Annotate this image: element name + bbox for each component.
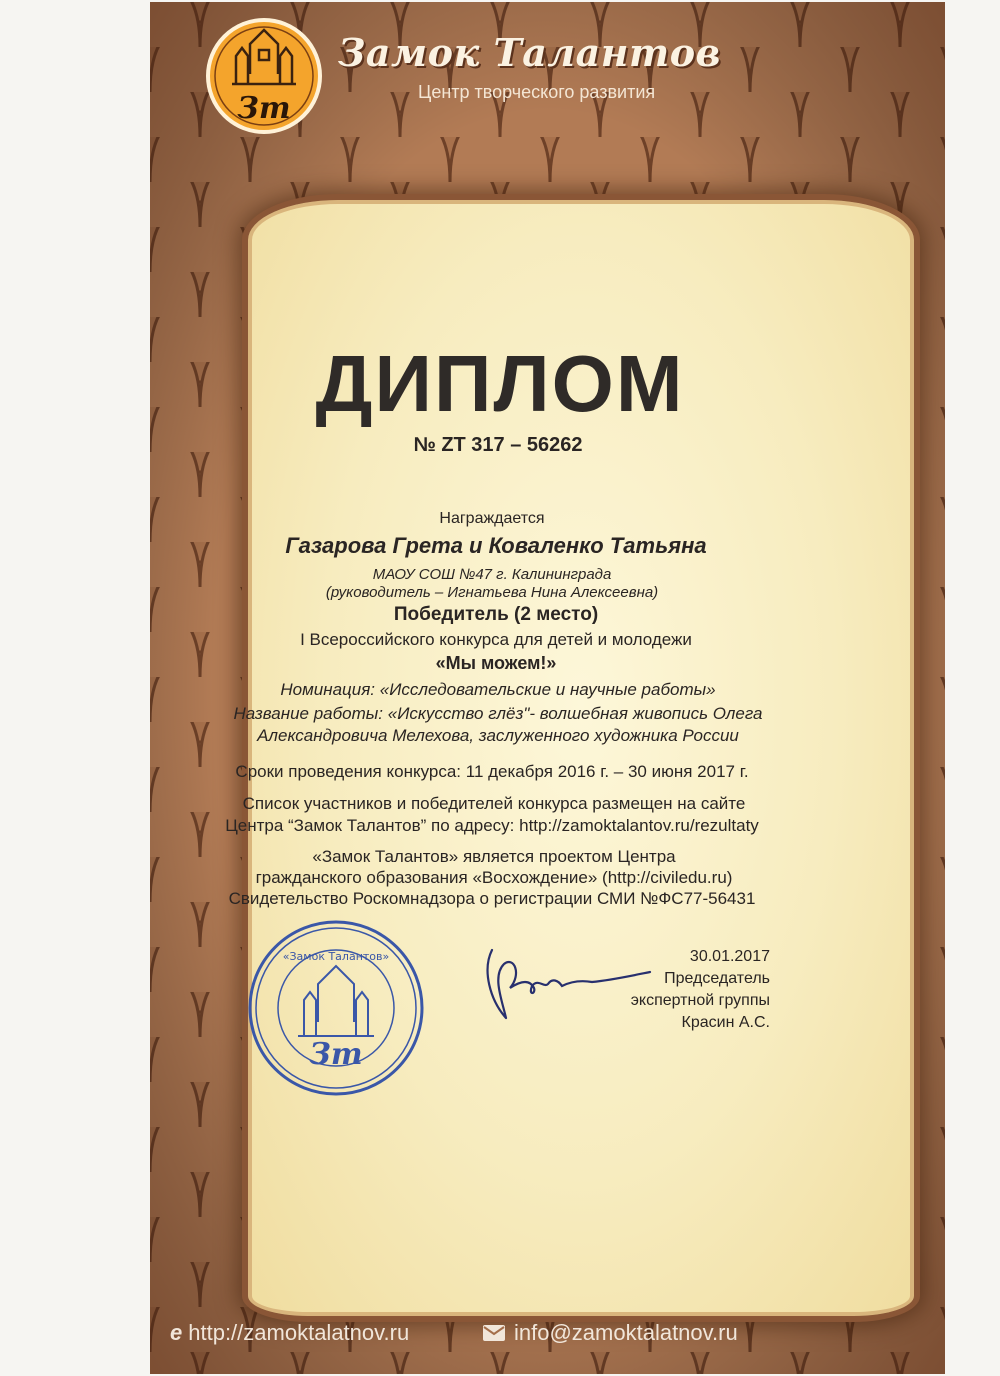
- castle-logo-icon: [206, 14, 322, 138]
- stamp-letters: Зт: [309, 1037, 363, 1072]
- signature-role-line-1: Председатель: [664, 970, 770, 987]
- contest-dates: Сроки проведения конкурса: 11 декабря 2016 г. – 30 июня 2017 г.: [235, 762, 749, 781]
- brand-title: Замок Талантов: [338, 30, 721, 75]
- results-line-1: Список участников и победителей конкурса размещен на сайте: [242, 794, 746, 813]
- school-name: МАОУ СОШ №47 г. Калининграда: [372, 566, 612, 583]
- project-line-2: гражданского образования «Восхождение» (http://civiledu.ru): [255, 868, 733, 887]
- contest-name: «Мы можем!»: [435, 653, 557, 673]
- work-title-line-1: Название работы: «Искусство глёз"- волшебная живопись Олега: [233, 704, 763, 723]
- web-icon: e: [170, 1320, 183, 1345]
- footer-email[interactable]: [482, 1320, 738, 1346]
- stamp-inner-text: «Замок Талантов»: [282, 950, 390, 963]
- brand-subtitle: Центр творческого развития: [418, 82, 656, 102]
- diploma-title: ДИПЛОМ: [315, 339, 685, 428]
- work-title-line-2: Александровича Мелехова, заслуженного художника России: [257, 726, 739, 745]
- footer-website[interactable]: [170, 1320, 409, 1346]
- signature-role-line-2: экспертной группы: [630, 992, 770, 1009]
- email-link[interactable]: info@zamoktalatnov.ru: [514, 1320, 738, 1345]
- signature-block: [631, 946, 770, 1034]
- leader-name: (руководитель – Игнатьева Нина Алексеевна): [325, 584, 659, 601]
- project-line-3: Свидетельство Роскомнадзора о регистрации СМИ №ФС77-56431: [228, 889, 756, 908]
- official-stamp-icon: [246, 918, 426, 1098]
- logo-letters: Зт: [237, 91, 291, 126]
- winner-place: Победитель (2 место): [393, 604, 599, 625]
- diploma-number: № ZT 317 – 56262: [413, 434, 583, 456]
- project-line-1: «Замок Талантов» является проектом Центра: [312, 847, 676, 866]
- awarded-label: Награждается: [439, 510, 545, 527]
- handwritten-signature-icon: [462, 930, 652, 1030]
- signature-name: Красин А.С.: [681, 1014, 770, 1031]
- envelope-icon: [482, 1324, 506, 1342]
- nomination: Номинация: «Исследовательские и научные работы»: [280, 680, 716, 699]
- results-line-2: Центра “Замок Талантов” по адресу: http://zamoktalantov.ru/rezultaty: [225, 816, 759, 835]
- contest-description: I Всероссийского конкурса для детей и молодежи: [300, 630, 692, 649]
- signature-date: 30.01.2017: [689, 948, 770, 965]
- recipient-names: Газарова Грета и Коваленко Татьяна: [285, 533, 707, 558]
- website-link[interactable]: http://zamoktalatnov.ru: [188, 1320, 410, 1345]
